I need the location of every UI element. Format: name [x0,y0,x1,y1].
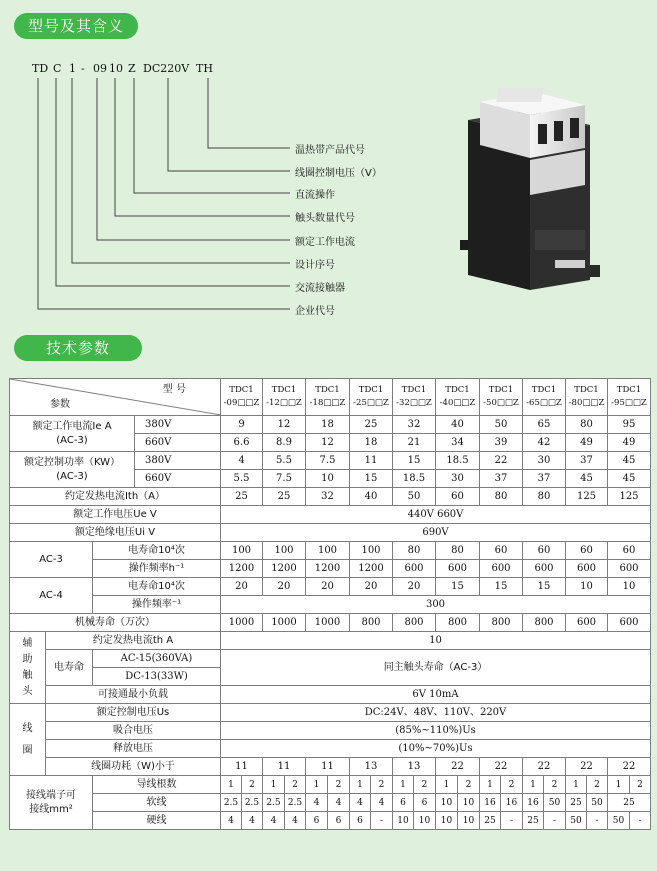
cell: 11 [221,758,263,776]
cell: 50 [566,812,587,830]
cell: 4 [350,794,371,812]
coil-release-label: 释放电压 [46,740,221,758]
model-header: TDC1 -65□□Z [523,379,566,416]
cell: 45 [608,452,651,470]
cell: 1 [480,776,501,794]
cell: 600 [393,560,436,578]
meaning-label: 额定工作电流 [295,237,355,248]
cell: 60 [608,542,651,560]
spec-table [9,378,651,830]
cell: 2.5 [221,794,242,812]
cell: 600 [608,614,651,632]
cell: 1 [436,776,458,794]
cell: 2 [458,776,480,794]
ac4-life-label: 电寿命10⁴次 [93,578,221,596]
table-row [10,578,651,596]
cell: 30 [436,470,480,488]
cell: 10 [608,578,651,596]
cell: 15 [436,578,480,596]
corner-param-label: 参数 [50,399,70,410]
cell: 2 [544,776,566,794]
cell: 50 [608,812,630,830]
cell: 1000 [306,614,350,632]
cell: 6 [414,794,436,812]
table-row [10,614,651,632]
cell: 2 [328,776,350,794]
aux-dc13: DC-13(33W) [93,668,221,686]
cell: 10 [458,812,480,830]
cell: 37 [480,470,523,488]
cell: 22 [608,758,651,776]
cell: 15 [350,470,393,488]
ac4-freq-value: 300 [221,596,651,614]
cell: - [630,812,651,830]
coil-release-value: (10%~70%)Us [221,740,651,758]
cell: 60 [480,542,523,560]
cell: 9 [221,416,263,434]
aux-ith-label: 约定发热电流th A [46,632,221,650]
ith-label: 约定发热电流Ith（A） [10,488,221,506]
code-part: TD [32,62,49,75]
cell: 13 [393,758,436,776]
cell: 15 [393,452,436,470]
contactor-product-image [460,80,600,295]
cell: 2.5 [242,794,263,812]
model-header: TDC1 -12□□Z [263,379,306,416]
cell: 1 [306,776,328,794]
cell: 600 [436,560,480,578]
aux-min-load-value: 6V 10mA [221,686,651,704]
cell: 2 [587,776,608,794]
cell: 22 [480,452,523,470]
mech-life-label: 机械寿命（万次） [10,614,221,632]
cell: 80 [480,488,523,506]
ui-value: 690V [221,524,651,542]
meaning-label: 温热带产品代号 [295,145,365,156]
cell: 5.5 [263,452,306,470]
cell: 12 [306,434,350,452]
voltage-380: 380V [135,416,221,434]
cell: 80 [566,416,608,434]
cell: 60 [566,542,608,560]
cell: 21 [393,434,436,452]
cell: 6.6 [221,434,263,452]
cell: 45 [566,470,608,488]
cell: 125 [566,488,608,506]
cell: 800 [350,614,393,632]
model-header: TDC1 -32□□Z [393,379,436,416]
cell: 18.5 [393,470,436,488]
model-meaning-title: 型号及其含义 [14,13,138,39]
model-header: TDC1 -40□□Z [436,379,480,416]
cell: 10 [393,812,414,830]
ue-label: 额定工作电压Ue V [10,506,221,524]
cell: 2 [242,776,263,794]
cell: 37 [566,452,608,470]
table-row [10,379,651,416]
cell: 1 [566,776,587,794]
cell: 25 [480,812,501,830]
cell: 11 [306,758,350,776]
cell: 95 [608,416,651,434]
cell: 32 [306,488,350,506]
cell: 49 [566,434,608,452]
table-row [10,416,651,434]
cell: 50 [393,488,436,506]
cell: 1 [608,776,630,794]
cell: 2 [501,776,523,794]
model-header: TDC1 -25□□Z [350,379,393,416]
table-row [10,596,651,614]
cell: 65 [523,416,566,434]
table-row [10,758,651,776]
cell: 10 [414,812,436,830]
cell: 600 [523,560,566,578]
cell: 1 [263,776,285,794]
cell: 25 [350,416,393,434]
corner-model-label: 型 号 [162,384,186,395]
voltage-380: 380V [135,452,221,470]
cell: 18 [306,416,350,434]
cell: 13 [350,758,393,776]
meaning-label: 线圈控制电压（V） [295,168,382,179]
cell: 10 [436,812,458,830]
cell: 800 [480,614,523,632]
cell: 1 [350,776,371,794]
table-row [10,506,651,524]
meaning-label: 直流操作 [295,190,335,201]
cell: 6 [393,794,414,812]
table-row [10,686,651,704]
cell: - [371,812,393,830]
aux-contact-label: 辅助触头 [10,632,46,704]
cell: 100 [221,542,263,560]
cell: 600 [566,614,608,632]
meaning-label: 企业代号 [295,306,335,317]
cell: 1 [523,776,544,794]
cell: 6 [350,812,371,830]
aux-min-load-label: 可接通最小负载 [46,686,221,704]
cell: 2.5 [285,794,306,812]
model-header: TDC1 -09□□Z [221,379,263,416]
cell: 4 [221,812,242,830]
cell: 600 [480,560,523,578]
ac3-life-label: 电寿命10⁴次 [93,542,221,560]
cell: 42 [523,434,566,452]
cell: 25 [523,812,544,830]
tech-params-title: 技术参数 [14,335,142,361]
cell: 49 [608,434,651,452]
cell: 20 [393,578,436,596]
ac4-freq-label: 操作频率⁻¹ [93,596,221,614]
cell: 25 [566,794,587,812]
cell: 4 [371,794,393,812]
table-row [10,776,651,794]
voltage-660: 660V [135,470,221,488]
corner-diagonal [10,379,221,415]
cell: 20 [221,578,263,596]
cell: 4 [242,812,263,830]
ue-value: 440V 660V [221,506,651,524]
cell: 20 [263,578,306,596]
cell: 100 [350,542,393,560]
code-part: 09 [93,62,107,75]
cell: 16 [501,794,523,812]
aux-ith-value: 10 [221,632,651,650]
code-part: - [81,62,85,75]
table-row [10,524,651,542]
cell: 800 [523,614,566,632]
cell: 2.5 [263,794,285,812]
cell: 10 [436,794,458,812]
cell: 1200 [306,560,350,578]
cell: 4 [263,812,285,830]
cell: 4 [306,794,328,812]
table-row [10,740,651,758]
cell: 10 [458,794,480,812]
meaning-label: 设计序号 [295,260,335,271]
code-part: 10 [109,62,123,75]
cell: 25 [263,488,306,506]
cell: 1000 [221,614,263,632]
cell: 60 [523,542,566,560]
ac3-label: AC-3 [10,542,93,578]
coil-label: 线圈 [10,704,46,776]
cell: 15 [523,578,566,596]
coil-pull-value: (85%~110%)Us [221,722,651,740]
cell: 34 [436,434,480,452]
power-label: 额定控制功率（KW） (AC-3) [10,452,135,488]
table-row [10,632,651,650]
cell: 80 [436,542,480,560]
table-row [10,650,651,668]
coil-power-label: 线圈功耗（W)小于 [46,758,221,776]
cell: 1000 [263,614,306,632]
cell: 2 [371,776,393,794]
cell: 12 [263,416,306,434]
meaning-label: 触头数量代号 [295,213,355,224]
hard-wire-label: 硬线 [93,812,221,830]
cell: 100 [306,542,350,560]
cell: 25 [608,794,651,812]
cell: 25 [221,488,263,506]
ui-label: 额定绝缘电压Ui V [10,524,221,542]
code-part: 1 [69,62,76,75]
code-part: C [53,62,62,75]
cell: 18 [350,434,393,452]
cell: 2 [630,776,651,794]
table-row [10,452,651,470]
cell: 5.5 [221,470,263,488]
wire-count-label: 导线根数 [93,776,221,794]
model-header: TDC1 -80□□Z [566,379,608,416]
cell: 125 [608,488,651,506]
ac4-label: AC-4 [10,578,93,614]
cell: 11 [263,758,306,776]
cell: 100 [263,542,306,560]
cell: 32 [393,416,436,434]
cell: 7.5 [263,470,306,488]
soft-wire-label: 软线 [93,794,221,812]
table-row [10,488,651,506]
meaning-label: 交流接触器 [295,283,345,294]
cell: 1200 [221,560,263,578]
cell: 80 [523,488,566,506]
cell: 6 [328,812,350,830]
table-row [10,542,651,560]
cell: 8.9 [263,434,306,452]
cell: 16 [480,794,501,812]
cell: 2 [414,776,436,794]
cell: 40 [436,416,480,434]
cell: 16 [523,794,544,812]
cell: 600 [608,560,651,578]
cell: 20 [350,578,393,596]
cell: 50 [587,794,608,812]
cell: 1 [221,776,242,794]
aux-life-value: 同主触头寿命（AC-3） [221,650,651,686]
cell: 4 [328,794,350,812]
cell: 22 [436,758,480,776]
aux-life-label: 电寿命 [46,650,93,686]
table-row [10,722,651,740]
model-header: TDC1 -18□□Z [306,379,350,416]
cell: 45 [608,470,651,488]
cell: 11 [350,452,393,470]
cell: 22 [566,758,608,776]
cell: 22 [523,758,566,776]
cell: 22 [480,758,523,776]
cell: 10 [566,578,608,596]
cell: - [501,812,523,830]
model-header: TDC1 -50□□Z [480,379,523,416]
code-part: TH [196,62,213,75]
cell: 80 [393,542,436,560]
corner-header-cell [10,379,221,416]
wiring-label: 接线端子可 接线mm² [10,776,93,830]
cell: 4 [221,452,263,470]
cell: 15 [480,578,523,596]
cell: 37 [523,470,566,488]
cell: 50 [544,794,566,812]
cell: 1200 [350,560,393,578]
ac3-freq-label: 操作频率h⁻¹ [93,560,221,578]
coil-us-label: 额定控制电压Us [46,704,221,722]
coil-us-value: DC:24V、48V、110V、220V [221,704,651,722]
cell: 4 [285,812,306,830]
cell: 7.5 [306,452,350,470]
model-header: TDC1 -95□□Z [608,379,651,416]
current-label: 额定工作电流Ie A (AC-3) [10,416,135,452]
cell: 60 [436,488,480,506]
cell: - [544,812,566,830]
code-part: DC220V [143,62,190,75]
coil-pull-label: 吸合电压 [46,722,221,740]
table-row [10,794,651,812]
table-row [10,560,651,578]
cell: - [587,812,608,830]
cell: 50 [480,416,523,434]
cell: 30 [523,452,566,470]
aux-ac15: AC-15(360VA) [93,650,221,668]
cell: 1 [393,776,414,794]
cell: 800 [393,614,436,632]
cell: 18.5 [436,452,480,470]
table-row [10,812,651,830]
code-part: Z [128,62,136,75]
cell: 800 [436,614,480,632]
cell: 39 [480,434,523,452]
voltage-660: 660V [135,434,221,452]
cell: 2 [285,776,306,794]
cell: 6 [306,812,328,830]
cell: 600 [566,560,608,578]
cell: 40 [350,488,393,506]
cell: 10 [306,470,350,488]
cell: 1200 [263,560,306,578]
cell: 20 [306,578,350,596]
table-row [10,704,651,722]
